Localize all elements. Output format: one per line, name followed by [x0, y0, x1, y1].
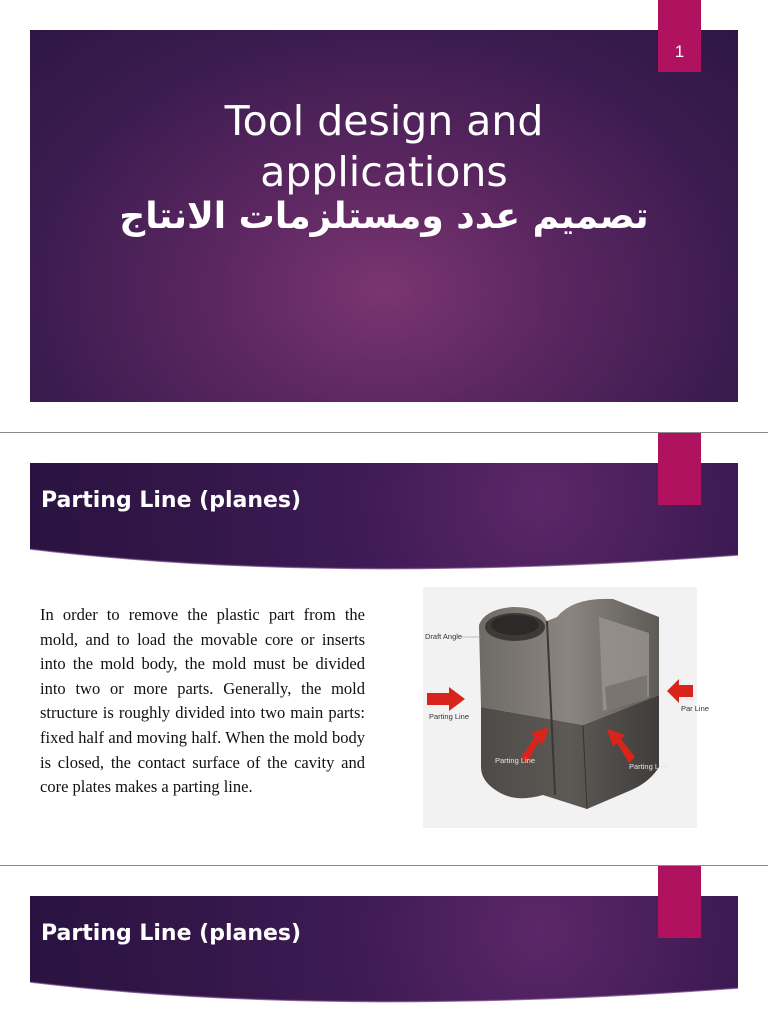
accent-tab	[658, 866, 701, 938]
slide-title-arabic: تصميم عدد ومستلزمات الانتاج	[119, 196, 649, 237]
slide-number-tab	[658, 0, 701, 72]
label-parting-line-right: Parting Line	[629, 762, 670, 771]
arrow-left-icon	[427, 687, 465, 711]
slide-heading: Parting Line (planes)	[41, 488, 302, 513]
band-curve	[30, 896, 738, 1010]
mold-part-figure	[423, 587, 709, 828]
arrow-right-icon	[667, 679, 693, 703]
header-band	[30, 896, 738, 1010]
slide-title: Tool design and applications	[224, 97, 544, 196]
mold-part-illustration	[423, 587, 709, 828]
header-band	[30, 463, 738, 577]
slide-1	[0, 0, 768, 432]
label-parting-line-left: Parting Line	[429, 712, 470, 721]
slide-heading: Parting Line (planes)	[41, 921, 302, 946]
slide-2	[0, 433, 768, 865]
label-parting-line-edge: Par Line	[681, 704, 709, 713]
body-paragraph: In order to remove the plastic part from the mold, and to load the movable core or inserts into the mold body, the mold must be divided into two or more parts. Generally, the mold structure is roughly divided into two main parts: fixed half and moving half. When the mold body is closed, the contact surface of the cavity and core plates makes a parting line.	[40, 605, 365, 797]
label-parting-line-center: Parting Line	[495, 756, 536, 765]
slide-3	[0, 866, 768, 1024]
slide-number: 1	[674, 42, 685, 61]
label-draft-angle: Draft Angle	[425, 632, 463, 641]
band-curve	[30, 463, 738, 577]
accent-tab	[658, 433, 701, 505]
